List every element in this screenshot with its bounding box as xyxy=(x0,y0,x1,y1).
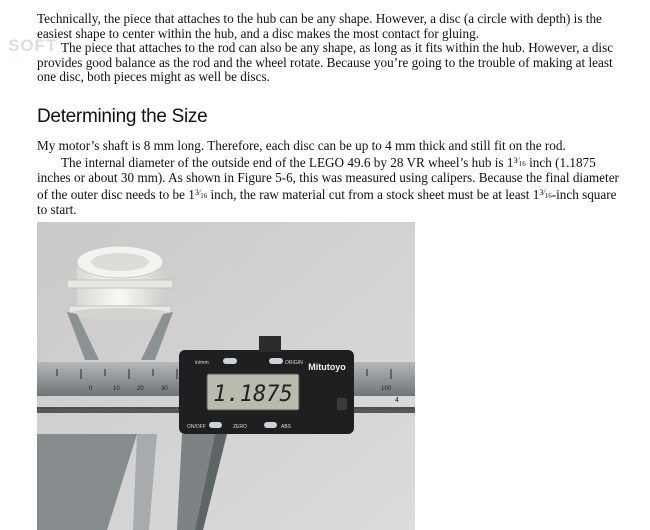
p4-text-a: The internal diameter of the outside end of the LEGO 49.6 by 28 VR wheel’s hub is 1 xyxy=(61,154,514,170)
frac-den: 16 xyxy=(544,191,552,200)
label-onoff: ON/OFF xyxy=(187,424,206,430)
watermark-subtext: ... xyxy=(8,53,19,63)
label-abs: ABS xyxy=(281,424,292,430)
paragraph-2: The piece that attaches to the rod can also be any shape, as long as it fits within the hub. However, a disc provides good balance as the rod and the wheel rotate. Because you’re going to the trouble of making at least one disc, both pieces might as well be discs. xyxy=(37,40,614,85)
scale-label-4: 4 xyxy=(395,397,399,404)
brand-label: Mitutoyo xyxy=(308,362,346,372)
scale-label-100: 100 xyxy=(381,386,392,392)
inmm-button[interactable] xyxy=(223,358,237,364)
p4-text-d: -inch square to start. xyxy=(37,186,617,218)
frac-num: 3 xyxy=(194,187,199,197)
fraction-3: 3⁄16 xyxy=(539,187,552,200)
p4-text-b: inch (1.1875 inches or about 30 mm). As shown in Figure 5-6, this was measured using calipers. Because the final diameter of the outer disc needs to be 1 xyxy=(37,154,619,202)
lcd-reading: 1.1875 xyxy=(213,382,293,407)
zero-button[interactable] xyxy=(264,422,277,428)
p4-text-c: inch, the raw material cut from a stock sheet must be at least 1 xyxy=(207,186,540,202)
frac-den: 16 xyxy=(518,159,526,168)
figure-caliper-photo xyxy=(37,222,415,530)
fraction-2: 3⁄16 xyxy=(194,187,208,200)
caliper-body xyxy=(179,336,354,434)
frac-den: 16 xyxy=(200,191,208,200)
scale-label-30: 30 xyxy=(161,386,168,392)
scale-label-0: 0 xyxy=(89,386,93,392)
paragraph-1: Technically, the piece that attaches to the hub can be any shape. However, a disc (a circle with depth) is the easiest shape to center within the hub, and a disc makes the most contact for gluing. xyxy=(37,11,602,41)
wheel-hub xyxy=(67,246,173,320)
scale-label-10: 10 xyxy=(113,386,120,392)
frac-num: 3 xyxy=(539,187,544,197)
onoff-button[interactable] xyxy=(209,422,222,428)
document-page xyxy=(37,12,622,218)
section-heading: Determining the Size xyxy=(37,105,208,127)
label-inmm: in/mm xyxy=(195,360,209,366)
caliper-illustration xyxy=(37,222,415,530)
watermark-text: SOFT xyxy=(8,36,58,55)
frac-num: 3 xyxy=(513,155,518,165)
label-origin: ORIGIN xyxy=(285,360,303,366)
paragraph-4 xyxy=(37,154,622,218)
paragraph-3: My motor’s shaft is 8 mm long. Therefore, each disc can be up to 4 mm thick and still fit on the rod. xyxy=(37,137,566,153)
label-zero: ZERO xyxy=(233,424,247,430)
fraction-1: 3⁄16 xyxy=(513,155,526,168)
scale-label-20: 20 xyxy=(137,386,144,392)
origin-button[interactable] xyxy=(269,358,283,364)
